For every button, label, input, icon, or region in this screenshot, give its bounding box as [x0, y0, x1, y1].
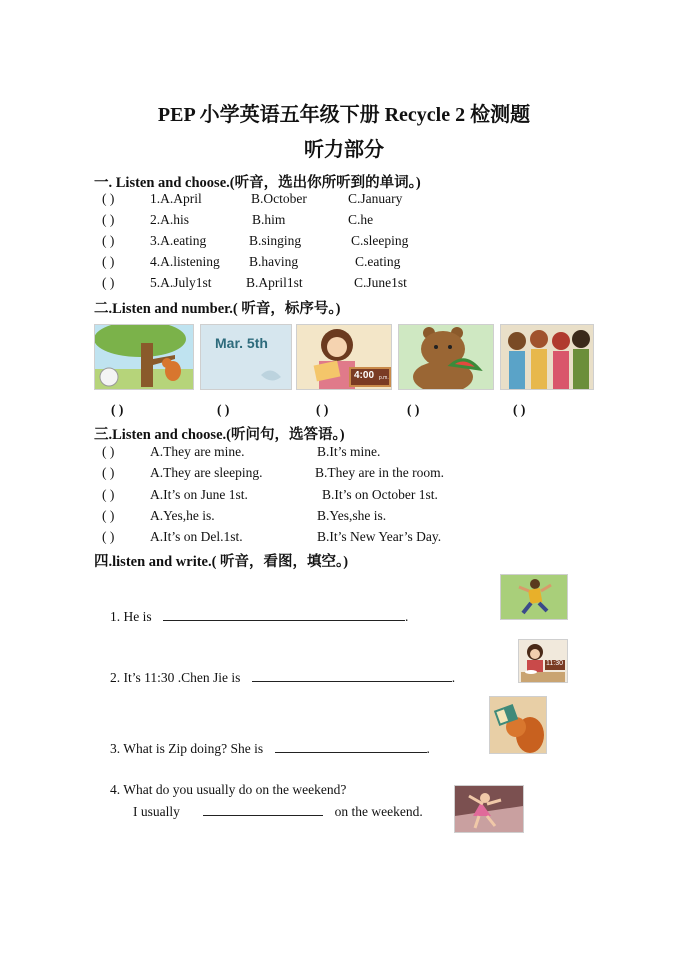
option-c: C.eating	[355, 254, 401, 269]
question-3	[110, 740, 430, 757]
option-a: A.Yes,he is.	[150, 508, 215, 523]
option-a: 3.A.eating	[150, 233, 207, 248]
option-b: B.It’s New Year’s Day.	[317, 529, 442, 544]
answer-paren[interactable]: ( )	[102, 444, 115, 459]
squirrel-reading-picture	[489, 696, 547, 754]
answer-paren[interactable]: ( )	[102, 465, 115, 480]
section-2-heading: 二.Listen and number.( 听音，标序号。)	[94, 301, 341, 317]
number-blank[interactable]: ( )	[513, 402, 526, 417]
boy-jumping-picture	[500, 574, 568, 620]
option-b: B.October	[251, 191, 307, 206]
option-a: 2.A.his	[150, 212, 190, 227]
option-b: B.It’s mine.	[317, 444, 381, 459]
clock-ampm: p.m.	[379, 375, 389, 381]
option-b: B.having	[249, 254, 299, 269]
option-c: C.January	[348, 191, 403, 206]
answer-paren[interactable]: ( )	[102, 191, 115, 206]
date-card-picture	[200, 324, 292, 390]
question-1	[110, 608, 408, 625]
option-b: B.him	[252, 212, 286, 227]
kids-group-picture	[500, 324, 594, 390]
option-b: B.They are in the room.	[315, 465, 444, 480]
question-2-period: .	[451, 670, 456, 685]
page-subtitle: 听力部分	[304, 139, 384, 161]
number-blank[interactable]: ( )	[217, 402, 230, 417]
bear-eating-picture	[398, 324, 494, 390]
number-blank[interactable]: ( )	[111, 402, 124, 417]
page-title: PEP 小学英语五年级下册 Recycle 2 检测题	[157, 104, 531, 126]
answer-paren[interactable]: ( )	[102, 212, 115, 227]
option-c: C.June1st	[354, 275, 407, 290]
answer-paren[interactable]: ( )	[102, 508, 115, 523]
option-a: 4.A.listening	[150, 254, 220, 269]
option-b: B.Yes,she is.	[317, 508, 387, 523]
answer-blank[interactable]	[163, 608, 405, 621]
question-4-line-2	[133, 803, 423, 820]
girl-reading-picture	[296, 324, 392, 390]
option-a: 1.A.April	[150, 191, 202, 206]
question-4-suffix: on the weekend.	[334, 804, 423, 819]
tree-squirrel-picture	[94, 324, 194, 390]
answer-blank[interactable]	[252, 669, 452, 682]
question-4-line-1: 4. What do you usually do on the weekend?	[110, 782, 347, 797]
option-a: A.They are mine.	[150, 444, 245, 459]
section-1-heading: 一. Listen and choose.(听音，选出你所听到的单词。)	[94, 175, 421, 191]
answer-blank[interactable]	[275, 740, 427, 753]
option-b: B.singing	[249, 233, 302, 248]
question-4-prefix: I usually	[133, 804, 180, 819]
question-2	[110, 669, 455, 686]
girl-eating-picture	[518, 639, 568, 683]
clock-time: 11:30	[546, 660, 563, 667]
option-a: A.It’s on Del.1st.	[150, 529, 243, 544]
option-b: B.It’s on October 1st.	[322, 487, 438, 502]
question-1-text: 1. He is	[110, 609, 152, 624]
option-b: B.April1st	[246, 275, 303, 290]
answer-paren[interactable]: ( )	[102, 487, 115, 502]
clock-icon	[349, 367, 391, 387]
answer-paren[interactable]: ( )	[102, 233, 115, 248]
date-card-text: Mar. 5th	[215, 335, 268, 351]
question-3-period: .	[426, 741, 430, 756]
clock-time: 4:00	[354, 370, 375, 381]
clock-icon	[545, 660, 565, 670]
section-3-heading: 三.Listen and choose.(听问句，选答语。)	[94, 427, 345, 443]
answer-paren[interactable]: ( )	[102, 254, 115, 269]
question-2-text: 2. It’s 11:30 .Chen Jie is	[110, 670, 241, 685]
answer-paren[interactable]: ( )	[102, 529, 115, 544]
option-a: 5.A.July1st	[150, 275, 212, 290]
question-1-period: .	[405, 609, 409, 624]
number-blank[interactable]: ( )	[407, 402, 420, 417]
number-blank[interactable]: ( )	[316, 402, 329, 417]
question-3-text: 3. What is Zip doing? She is	[110, 741, 264, 756]
answer-blank[interactable]	[203, 803, 323, 816]
option-a: A.They are sleeping.	[150, 465, 263, 480]
section-4-heading: 四.listen and write.( 听音，看图，填空。)	[94, 554, 349, 570]
option-c: C.he	[348, 212, 374, 227]
option-c: C.sleeping	[351, 233, 409, 248]
option-a: A.It’s on June 1st.	[150, 487, 248, 502]
answer-paren[interactable]: ( )	[102, 275, 115, 290]
girl-dancing-picture	[454, 785, 524, 833]
